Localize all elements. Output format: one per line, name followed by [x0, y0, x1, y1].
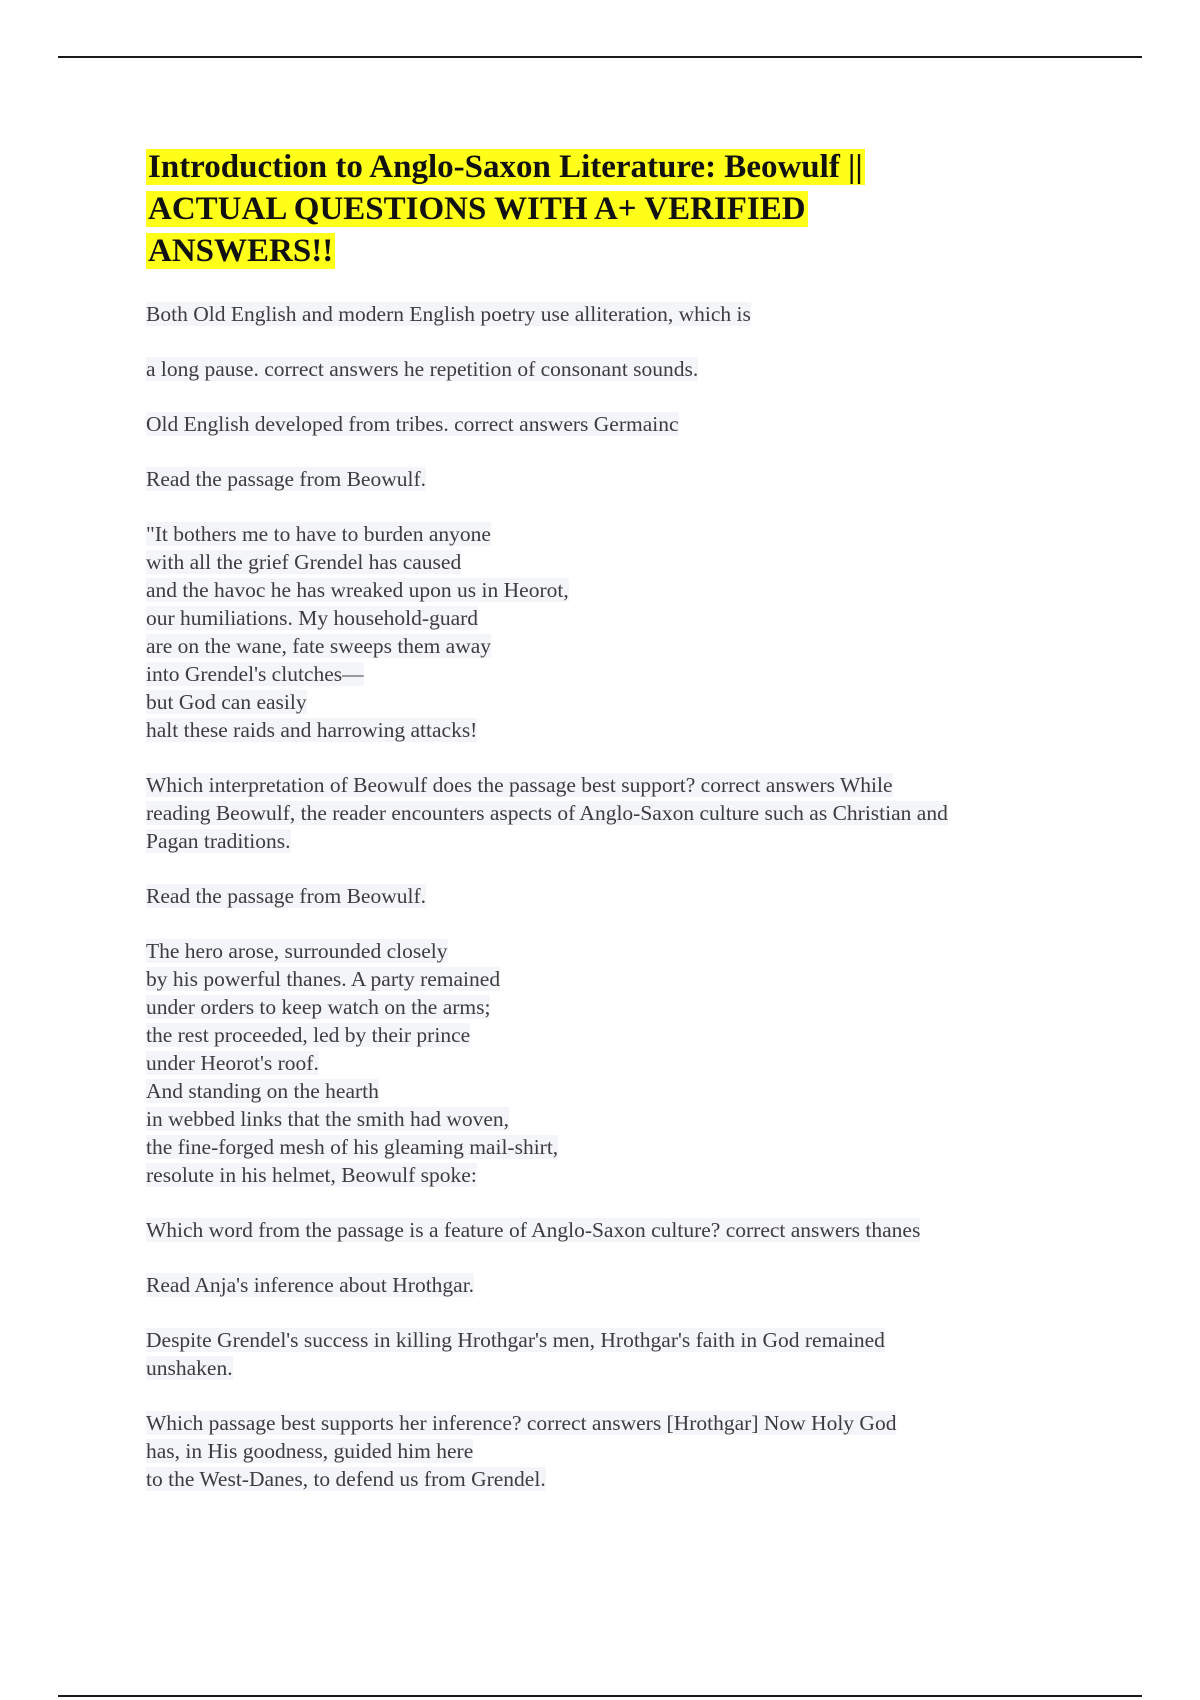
title-line: Introduction to Anglo-Saxon Literature: Beowulf || [148, 149, 863, 185]
line-text: Read the passage from Beowulf. [146, 467, 427, 491]
paragraph-line [146, 576, 1086, 604]
paragraph-line [146, 1216, 1086, 1244]
line-text: Read Anja's inference about Hrothgar. [146, 1273, 475, 1297]
paragraph-line [146, 520, 1086, 548]
line-text: under Heorot's roof. [146, 1051, 319, 1075]
line-text: the fine-forged mesh of his gleaming mail-shirt, [146, 1135, 559, 1159]
line-text: the rest proceeded, led by their prince [146, 1023, 471, 1047]
line-text: Which passage best supports her inference? correct answers [Hrothgar] Now Holy God [146, 1411, 897, 1435]
paragraph-line [146, 716, 1086, 744]
paragraph-line [146, 937, 1086, 965]
paragraph [146, 882, 1086, 910]
line-text: unshaken. [146, 1356, 233, 1380]
paragraph-line [146, 1354, 1086, 1382]
paragraph [146, 1409, 1086, 1493]
title-line: ANSWERS!! [148, 233, 334, 269]
line-text: has, in His goodness, guided him here [146, 1439, 474, 1463]
paragraph-line [146, 1271, 1086, 1299]
paragraph-line [146, 1077, 1086, 1105]
line-text: are on the wane, fate sweeps them away [146, 634, 492, 658]
paragraph-line [146, 632, 1086, 660]
paragraph-line [146, 1465, 1086, 1493]
document-title [146, 146, 1086, 272]
paragraph [146, 410, 1086, 438]
line-text: And standing on the hearth [146, 1079, 379, 1103]
paragraph-list [146, 300, 1086, 1493]
line-text: Which word from the passage is a feature of Anglo-Saxon culture? correct answers thanes [146, 1218, 921, 1242]
bottom-rule [58, 1695, 1142, 1697]
line-text: The hero arose, surrounded closely [146, 939, 448, 963]
paragraph-line [146, 1021, 1086, 1049]
paragraph-line [146, 1326, 1086, 1354]
paragraph [146, 300, 1086, 328]
paragraph-line [146, 410, 1086, 438]
paragraph [146, 1216, 1086, 1244]
line-text: into Grendel's clutches— [146, 662, 364, 686]
line-text: but God can easily [146, 690, 307, 714]
line-text: and the havoc he has wreaked upon us in Heorot, [146, 578, 569, 602]
paragraph-line [146, 1437, 1086, 1465]
line-text: Old English developed from tribes. correct answers Germainc [146, 412, 679, 436]
paragraph-line [146, 993, 1086, 1021]
document-body [146, 146, 1086, 1520]
paragraph-line [146, 355, 1086, 383]
line-text: "It bothers me to have to burden anyone [146, 522, 491, 546]
paragraph-line [146, 1161, 1086, 1189]
line-text: under orders to keep watch on the arms; [146, 995, 491, 1019]
top-rule [58, 56, 1142, 58]
paragraph-line [146, 882, 1086, 910]
paragraph [146, 1271, 1086, 1299]
paragraph-line [146, 799, 1086, 827]
line-text: Both Old English and modern English poetry use alliteration, which is [146, 302, 751, 326]
line-text: with all the grief Grendel has caused [146, 550, 462, 574]
line-text: in webbed links that the smith had woven, [146, 1107, 510, 1131]
line-text: by his powerful thanes. A party remained [146, 967, 501, 991]
paragraph [146, 465, 1086, 493]
paragraph-line [146, 1409, 1086, 1437]
line-text: resolute in his helmet, Beowulf spoke: [146, 1163, 477, 1187]
title-line: ACTUAL QUESTIONS WITH A+ VERIFIED [148, 191, 806, 227]
line-text: Despite Grendel's success in killing Hrothgar's men, Hrothgar's faith in God remained [146, 1328, 885, 1352]
paragraph [146, 1326, 1086, 1382]
paragraph-line [146, 965, 1086, 993]
line-text: Read the passage from Beowulf. [146, 884, 427, 908]
paragraph [146, 771, 1086, 855]
line-text: Which interpretation of Beowulf does the passage best support? correct answers While [146, 773, 893, 797]
paragraph-line [146, 827, 1086, 855]
paragraph-line [146, 771, 1086, 799]
paragraph-line [146, 465, 1086, 493]
line-text: our humiliations. My household-guard [146, 606, 479, 630]
line-text: halt these raids and harrowing attacks! [146, 718, 478, 742]
paragraph-line [146, 1049, 1086, 1077]
paragraph [146, 355, 1086, 383]
line-text: to the West-Danes, to defend us from Grendel. [146, 1467, 546, 1491]
paragraph-line [146, 688, 1086, 716]
paragraph-line [146, 604, 1086, 632]
paragraph-line [146, 660, 1086, 688]
paragraph-line [146, 1105, 1086, 1133]
line-text: reading Beowulf, the reader encounters aspects of Anglo-Saxon culture such as Christian and [146, 801, 948, 825]
paragraph [146, 520, 1086, 744]
line-text: a long pause. correct answers he repetition of consonant sounds. [146, 357, 699, 381]
paragraph-line [146, 1133, 1086, 1161]
paragraph-line [146, 300, 1086, 328]
paragraph-line [146, 548, 1086, 576]
line-text: Pagan traditions. [146, 829, 291, 853]
paragraph [146, 937, 1086, 1189]
